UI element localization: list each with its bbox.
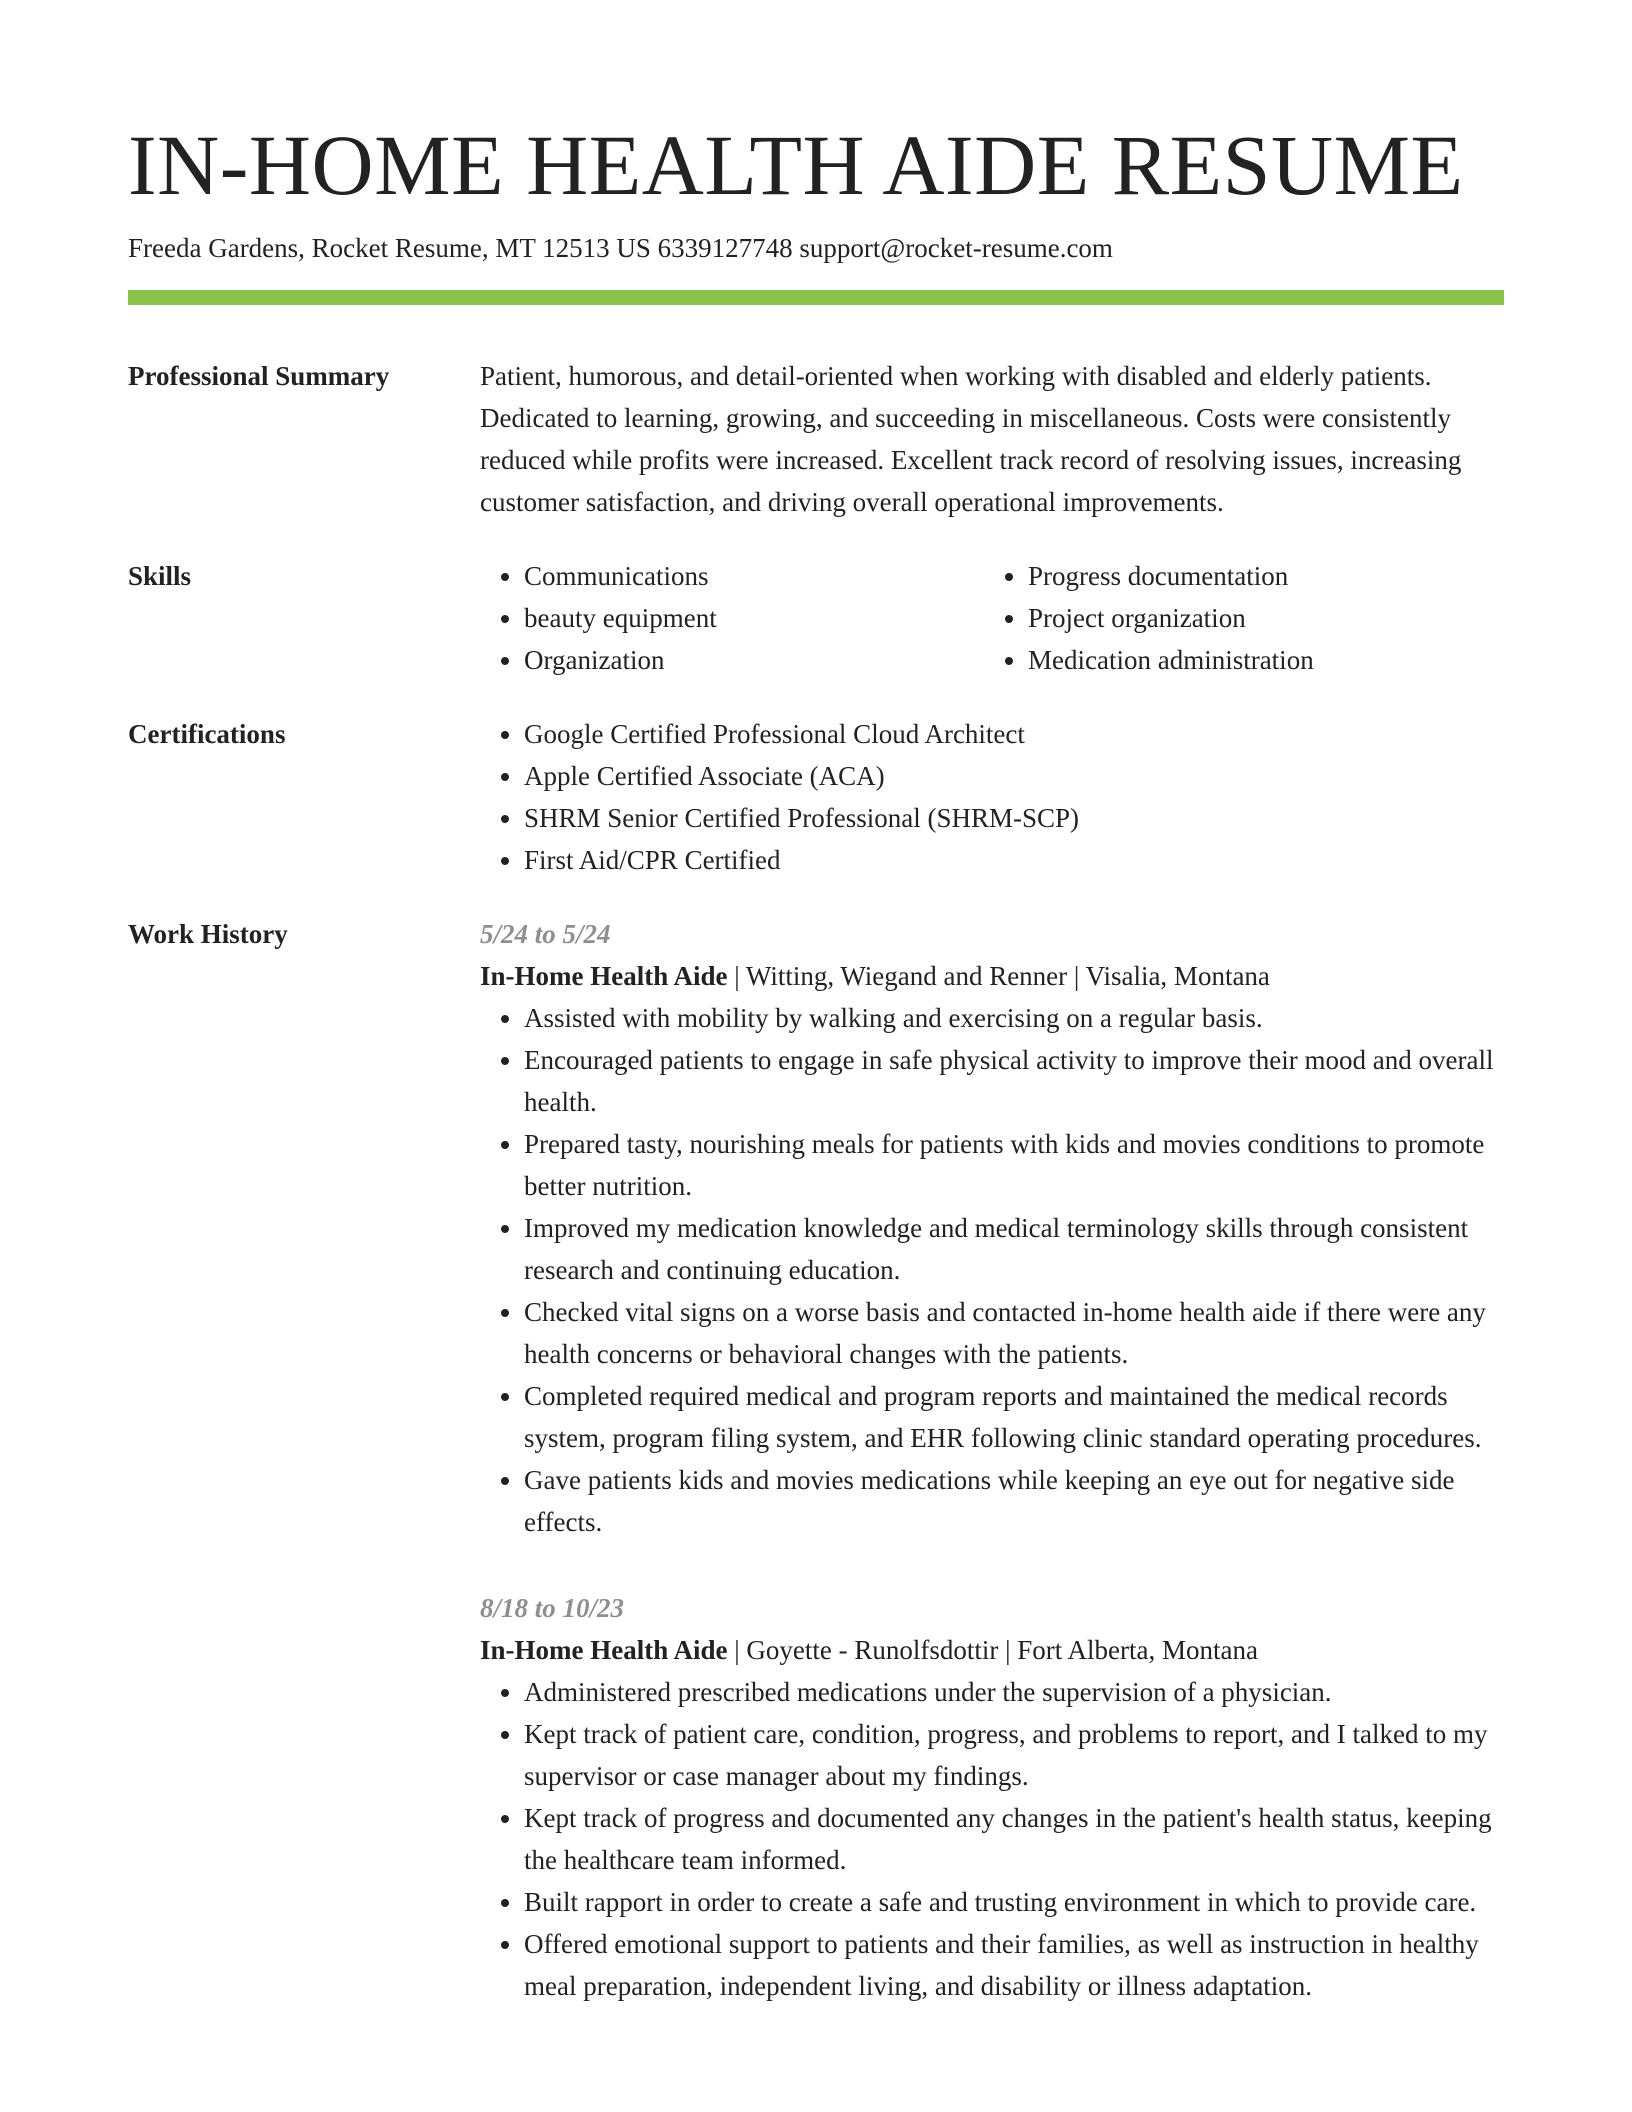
list-item: • Gave patients kids and movies medications while keeping an eye out for negative side effects. xyxy=(524,1459,1504,1543)
list-item: • Google Certified Professional Cloud Architect xyxy=(524,713,1504,755)
job-employer-location: | Witting, Wiegand and Renner | Visalia, Montana xyxy=(727,960,1270,991)
list-item: • Medication administration xyxy=(1028,639,1488,681)
section-label-certifications: Certifications xyxy=(128,718,286,749)
job-heading xyxy=(480,955,1504,997)
accent-divider xyxy=(128,290,1504,305)
job-title: In-Home Health Aide xyxy=(480,960,728,991)
list-item: • Administered prescribed medications under the supervision of a physician. xyxy=(524,1671,1504,1713)
job-employer-location: | Goyette - Runolfsdottir | Fort Alberta, Montana xyxy=(727,1634,1258,1665)
section-label-work-history: Work History xyxy=(128,918,288,949)
job-dates: 8/18 to 10/23 xyxy=(480,1592,625,1623)
work-history-jobs xyxy=(480,913,1504,2007)
resume-title: IN-HOME HEALTH AIDE RESUME xyxy=(128,117,1464,213)
summary-text: Patient, humorous, and detail-oriented when working with disabled and elderly patients. Dedicated to learning, growing, and succeeding in miscellaneous. Costs were consistently reduced while profits were increased. Excellent track record of resolving issues, increasing customer satisfaction, and driving overall operational improvements. xyxy=(480,360,1462,517)
section-skills xyxy=(128,555,1504,681)
list-item: • Apple Certified Associate (ACA) xyxy=(524,755,1504,797)
list-item: • Kept track of patient care, condition, progress, and problems to report, and I talked to my supervisor or case manager about my findings. xyxy=(524,1713,1504,1797)
skills-grid xyxy=(480,555,1504,681)
list-item: • Communications xyxy=(524,555,984,597)
section-label-summary: Professional Summary xyxy=(128,360,390,391)
skills-list-left xyxy=(480,555,984,681)
section-work-history xyxy=(128,913,1504,2007)
section-certifications xyxy=(128,713,1504,881)
list-item: • Checked vital signs on a worse basis and contacted in-home health aide if there were any health concerns or behavioral changes with the patients. xyxy=(524,1291,1504,1375)
job-entry xyxy=(480,1587,1504,2007)
skills-list-right xyxy=(984,555,1488,681)
list-item: • Assisted with mobility by walking and exercising on a regular basis. xyxy=(524,997,1504,1039)
list-item: • Improved my medication knowledge and medical terminology skills through consistent research and continuing education. xyxy=(524,1207,1504,1291)
list-item: • Encouraged patients to engage in safe physical activity to improve their mood and overall health. xyxy=(524,1039,1504,1123)
contact-line: Freeda Gardens, Rocket Resume, MT 12513 US 6339127748 support@rocket-resume.com xyxy=(128,232,1113,263)
job-entry xyxy=(480,913,1504,1543)
list-item: • Completed required medical and program reports and maintained the medical records system, program filing system, and EHR following clinic standard operating procedures. xyxy=(524,1375,1504,1459)
job-heading xyxy=(480,1629,1504,1671)
list-item: • beauty equipment xyxy=(524,597,984,639)
job-bullets xyxy=(480,997,1504,1543)
list-item: • SHRM Senior Certified Professional (SHRM-SCP) xyxy=(524,797,1504,839)
skills-column-left xyxy=(480,555,984,681)
list-item: • Organization xyxy=(524,639,984,681)
job-dates: 5/24 to 5/24 xyxy=(480,918,611,949)
section-professional-summary xyxy=(128,355,1504,523)
list-item: • Progress documentation xyxy=(1028,555,1488,597)
list-item: • Project organization xyxy=(1028,597,1488,639)
skills-column-right xyxy=(984,555,1488,681)
list-item: • Kept track of progress and documented any changes in the patient's health status, keeping the healthcare team informed. xyxy=(524,1797,1504,1881)
list-item: • Built rapport in order to create a safe and trusting environment in which to provide care. xyxy=(524,1881,1504,1923)
list-item: • Offered emotional support to patients and their families, as well as instruction in healthy meal preparation, independent living, and disability or illness adaptation. xyxy=(524,1923,1504,2007)
job-title: In-Home Health Aide xyxy=(480,1634,728,1665)
job-bullets xyxy=(480,1671,1504,2007)
list-item: • First Aid/CPR Certified xyxy=(524,839,1504,881)
section-label-skills: Skills xyxy=(128,560,192,591)
resume-page xyxy=(128,118,1504,2007)
list-item: • Prepared tasty, nourishing meals for patients with kids and movies conditions to promote better nutrition. xyxy=(524,1123,1504,1207)
certifications-list xyxy=(480,713,1504,881)
